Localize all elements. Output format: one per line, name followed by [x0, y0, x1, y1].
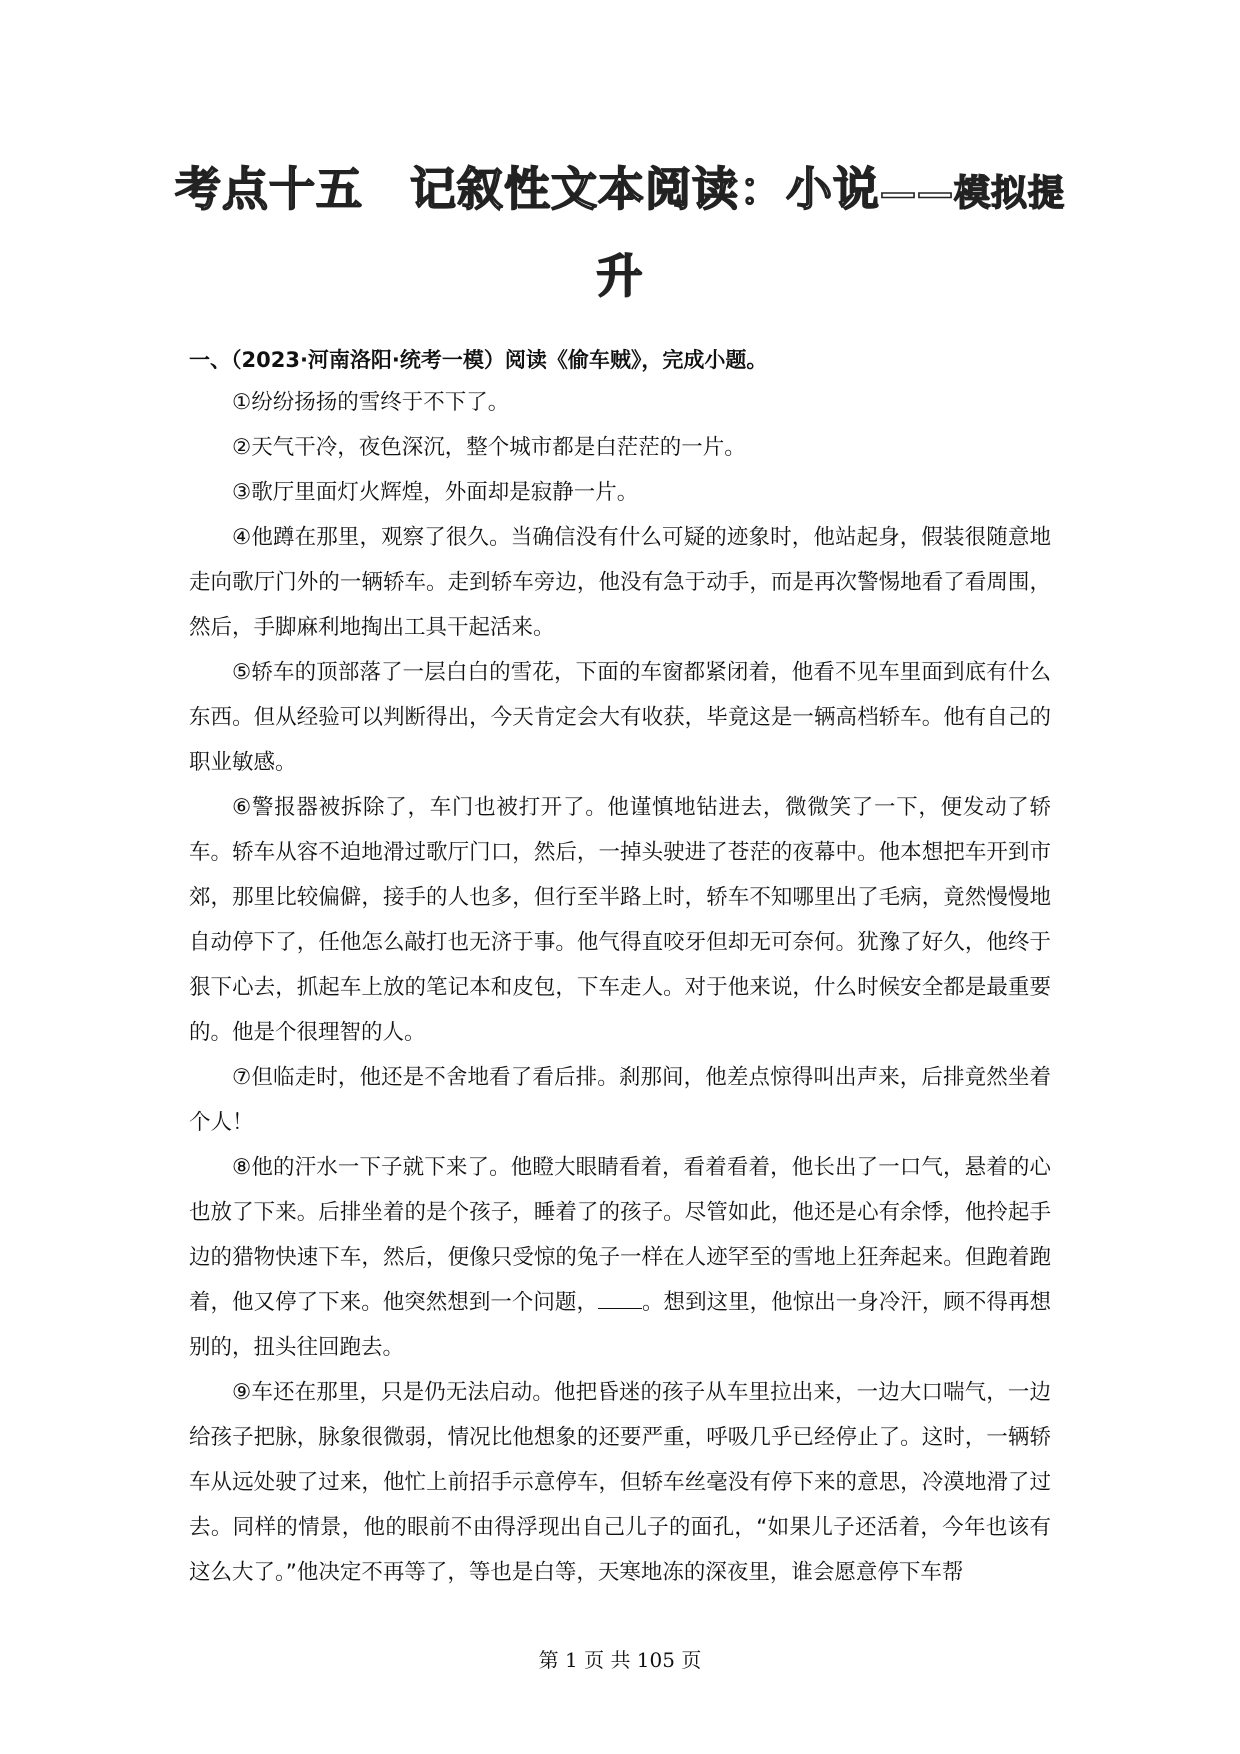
- question-heading: 一、（2023·河南洛阳·统考一模）阅读《偷车贼》，完成小题。: [189, 348, 768, 372]
- paragraph-8-part-2: 。想到这里，他惊出一身冷汗，顾不得再想别的，扭头往回跑去。: [189, 1290, 1051, 1360]
- page-title: [150, 148, 1090, 317]
- fill-in-blank: [598, 1287, 642, 1310]
- paragraph-8-part-1: ⑧他的汗水一下子就下来了。他瞪大眼睛看着，看着看着，他长出了一口气，悬着的心也放了下来。后排坐着的是个孩子，睡着了的孩子。尽管如此，他还是心有余悸，他拎起手边的猎物快速下车，然后，便像只受惊的兔子一样在人迹罕至的雪地上狂奔起来。但跑着跑着，他又停了下来。他突然想到一个问题，: [189, 1155, 1051, 1315]
- paragraph-6: ⑥警报器被拆除了，车门也被打开了。他谨慎地钻进去，微微笑了一下，便发动了轿车。轿车从容不迫地滑过歌厅门口，然后，一掉头驶进了苍茫的夜幕中。他本想把车开到市郊，那里比较偏僻，接手的人也多，但行至半路上时，轿车不知哪里出了毛病，竟然慢慢地自动停下了，任他怎么敲打也无济于事。他气得直咬牙但却无可奈何。犹豫了好久，他终于狠下心去，抓起车上放的笔记本和皮包，下车走人。对于他来说，什么时候安全都是最重要的。他是个很理智的人。: [189, 795, 1051, 1045]
- paragraph-2: ②天气干冷，夜色深沉，整个城市都是白茫茫的一片。: [232, 435, 746, 460]
- paragraph-5: ⑤轿车的顶部落了一层白白的雪花，下面的车窗都紧闭着，他看不见车里面到底有什么东西。但从经验可以判断得出，今天肯定会大有收获，毕竟这是一辆高档轿车。他有自己的职业敏感。: [189, 660, 1051, 775]
- title-main: 考点十五 记叙性文本阅读：小说: [174, 162, 880, 216]
- paragraph-4: ④他蹲在那里，观察了很久。当确信没有什么可疑的迹象时，他站起身，假装很随意地走向歌厅门外的一辆轿车。走到轿车旁边，他没有急于动手，而是再次警惕地看了看周围，然后，手脚麻利地掏出工具干起活来。: [189, 525, 1051, 640]
- title-line-1: [150, 148, 1090, 235]
- title-line-2: 升: [596, 249, 644, 303]
- page-footer: 第 1 页 共 105 页: [538, 1648, 702, 1672]
- paragraph-1: ①纷纷扬扬的雪终于不下了。: [232, 390, 510, 415]
- paragraph-9: ⑨车还在那里，只是仍无法启动。他把昏迷的孩子从车里拉出来，一边大口喘气，一边给孩子把脉，脉象很微弱，情况比他想象的还要严重，呼吸几乎已经停止了。这时，一辆轿车从远处驶了过来，他忙上前招手示意停车，但轿车丝毫没有停下来的意思，冷漠地滑了过去。同样的情景，他的眼前不由得浮现出自己儿子的面孔，“如果儿子还活着，今年也该有这么大了。”他决定不再等了，等也是白等，天寒地冻的深夜里，谁会愿意停下车帮: [189, 1380, 1051, 1585]
- paragraph-3: ③歌厅里面灯火辉煌，外面却是寂静一片。: [232, 480, 639, 505]
- paragraph-7: ⑦但临走时，他还是不舍地看了看后排。刹那间，他差点惊得叫出声来，后排竟然坐着个人！: [189, 1065, 1051, 1135]
- paragraph-8: [189, 1145, 1051, 1370]
- title-tail: ——模拟提: [879, 173, 1065, 214]
- passage-body: [189, 380, 1051, 1595]
